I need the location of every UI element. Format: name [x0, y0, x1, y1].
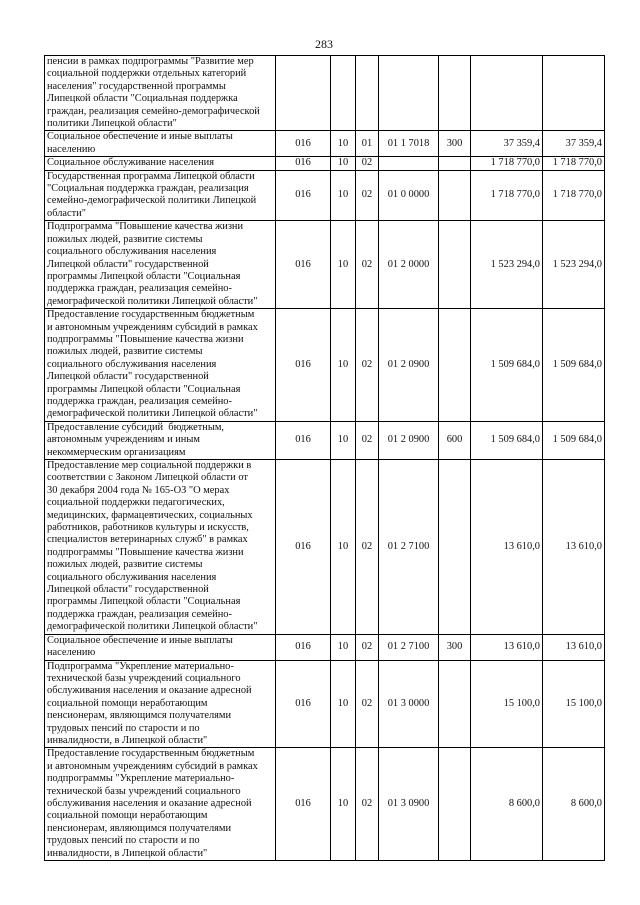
target-article-code: 01 0 0000: [379, 170, 439, 221]
section-code: 10: [331, 309, 356, 422]
expense-type-code: [439, 748, 471, 861]
amount-1: 13 610,0: [471, 634, 543, 660]
ministry-code: 016: [276, 157, 331, 170]
ministry-code: 016: [276, 170, 331, 221]
expense-type-code: [439, 157, 471, 170]
subsection-code: [356, 56, 379, 131]
page-number: 283: [315, 37, 333, 51]
expense-type-code: [439, 309, 471, 422]
row-description: Предоставление государственным бюджетным и автономным учреждениям субсидий в рамках подпрограммы "Повышение качества жизни пожилых людей, развитие системы социального обслуживания населения Липецкой области" государственной программы Липецкой области "Социальная поддержка граждан, реализация семейно- демографической политики Липецкой области": [45, 309, 276, 422]
subsection-code: 02: [356, 748, 379, 861]
subsection-code: 02: [356, 421, 379, 459]
row-description: Предоставление государственным бюджетным и автономным учреждениям субсидий в рамках подпрограммы "Укрепление материально- технической базы учреждений социального обслуживания населения и оказание адресной социальной помощи неработающим пенсионерам, являющимся получателями трудовых пенсий по старости и по инвалидности, в Липецкой области": [45, 748, 276, 861]
amount-1: [471, 56, 543, 131]
section-code: 10: [331, 421, 356, 459]
table-row: [45, 221, 605, 309]
expense-type-code: [439, 221, 471, 309]
ministry-code: 016: [276, 421, 331, 459]
row-description: Подпрограмма "Укрепление материально- технической базы учреждений социального обслуживания населения и оказание адресной социальной помощи неработающим пенсионерам, являющимся получателями трудовых пенсий по старости и по инвалидности, в Липецкой области": [45, 660, 276, 748]
section-code: 10: [331, 748, 356, 861]
table-row: [45, 131, 605, 157]
amount-1: 1 718 770,0: [471, 157, 543, 170]
ministry-code: 016: [276, 221, 331, 309]
section-code: 10: [331, 221, 356, 309]
amount-2: 15 100,0: [543, 660, 605, 748]
amount-2: 8 600,0: [543, 748, 605, 861]
section-code: 10: [331, 170, 356, 221]
table-row: [45, 634, 605, 660]
amount-2: 1 509 684,0: [543, 309, 605, 422]
subsection-code: 02: [356, 170, 379, 221]
target-article-code: 01 2 0900: [379, 421, 439, 459]
row-description: пенсии в рамках подпрограммы "Развитие мер социальной поддержки отдельных категорий населения" государственной программы Липецкой области "Социальная поддержка граждан, реализация семейно-демографической политики Липецкой области": [45, 56, 276, 131]
amount-1: 1 509 684,0: [471, 421, 543, 459]
section-code: 10: [331, 157, 356, 170]
amount-2: 13 610,0: [543, 460, 605, 635]
expense-type-code: 300: [439, 131, 471, 157]
ministry-code: 016: [276, 460, 331, 635]
row-description: Государственная программа Липецкой области "Социальная поддержка граждан, реализация семейно-демографической политики Липецкой области": [45, 170, 276, 221]
row-description: Предоставление мер социальной поддержки в соответствии с Законом Липецкой области от 30 декабря 2004 года № 165-ОЗ "О мерах социальной поддержки педагогических, медицинских, фармацевтических, социальных работников, работников культуры и искусств, специалистов ветеринарных служб" в рамках подпрограммы "Повышение качества жизни пожилых людей, развитие системы социального обслуживания населения Липецкой области" государственной программы Липецкой области "Социальная поддержка граждан, реализация семейно- демографической политики Липецкой области": [45, 460, 276, 635]
ministry-code: [276, 56, 331, 131]
amount-2: 1 718 770,0: [543, 170, 605, 221]
amount-1: 13 610,0: [471, 460, 543, 635]
target-article-code: 01 1 7018: [379, 131, 439, 157]
amount-2: 13 610,0: [543, 634, 605, 660]
amount-2: 1 718 770,0: [543, 157, 605, 170]
subsection-code: 01: [356, 131, 379, 157]
row-description: Подпрограмма "Повышение качества жизни пожилых людей, развитие системы социального обслуживания населения Липецкой области" государственной программы Липецкой области "Социальная поддержка граждан, реализация семейно- демографической политики Липецкой области": [45, 221, 276, 309]
row-description: Социальное обеспечение и иные выплаты населению: [45, 131, 276, 157]
expense-type-code: [439, 170, 471, 221]
section-code: 10: [331, 131, 356, 157]
target-article-code: 01 3 0000: [379, 660, 439, 748]
expense-type-code: 600: [439, 421, 471, 459]
ministry-code: 016: [276, 131, 331, 157]
section-code: 10: [331, 634, 356, 660]
expense-type-code: [439, 460, 471, 635]
row-description: Социальное обслуживание населения: [45, 157, 276, 170]
amount-2: [543, 56, 605, 131]
table-row: [45, 421, 605, 459]
expense-type-code: [439, 660, 471, 748]
amount-1: 37 359,4: [471, 131, 543, 157]
subsection-code: 02: [356, 634, 379, 660]
table-row: [45, 157, 605, 170]
subsection-code: 02: [356, 309, 379, 422]
ministry-code: 016: [276, 309, 331, 422]
subsection-code: 02: [356, 157, 379, 170]
amount-2: 1 509 684,0: [543, 421, 605, 459]
amount-2: 1 523 294,0: [543, 221, 605, 309]
table-row: [45, 460, 605, 635]
table-row: [45, 660, 605, 748]
amount-1: 1 718 770,0: [471, 170, 543, 221]
section-code: [331, 56, 356, 131]
target-article-code: 01 2 7100: [379, 460, 439, 635]
table-row: [45, 309, 605, 422]
subsection-code: 02: [356, 221, 379, 309]
target-article-code: 01 2 7100: [379, 634, 439, 660]
target-article-code: 01 2 0000: [379, 221, 439, 309]
target-article-code: [379, 157, 439, 170]
table-row: [45, 56, 605, 131]
expense-type-code: 300: [439, 634, 471, 660]
section-code: 10: [331, 460, 356, 635]
subsection-code: 02: [356, 460, 379, 635]
target-article-code: 01 2 0900: [379, 309, 439, 422]
amount-1: 1 523 294,0: [471, 221, 543, 309]
subsection-code: 02: [356, 660, 379, 748]
row-description: Социальное обеспечение и иные выплаты населению: [45, 634, 276, 660]
table-row: [45, 748, 605, 861]
table-row: [45, 170, 605, 221]
row-description: Предоставление субсидий бюджетным, автономным учреждениям и иным некоммерческим организациям: [45, 421, 276, 459]
amount-1: 8 600,0: [471, 748, 543, 861]
amount-1: 1 509 684,0: [471, 309, 543, 422]
target-article-code: [379, 56, 439, 131]
budget-table: [44, 55, 605, 861]
section-code: 10: [331, 660, 356, 748]
ministry-code: 016: [276, 748, 331, 861]
target-article-code: 01 3 0900: [379, 748, 439, 861]
expense-type-code: [439, 56, 471, 131]
amount-1: 15 100,0: [471, 660, 543, 748]
ministry-code: 016: [276, 634, 331, 660]
amount-2: 37 359,4: [543, 131, 605, 157]
ministry-code: 016: [276, 660, 331, 748]
